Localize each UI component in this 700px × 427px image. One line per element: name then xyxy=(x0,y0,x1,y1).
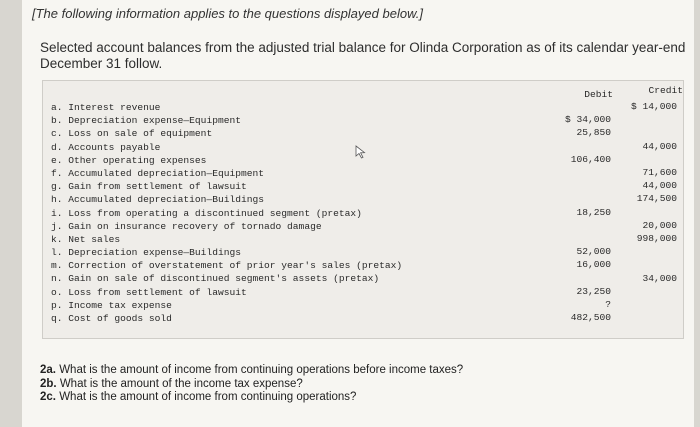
question-item xyxy=(40,391,463,405)
account-list xyxy=(51,101,402,325)
debit-amount: $ 34,000 xyxy=(564,114,611,126)
debit-amount: 482,500 xyxy=(570,312,611,324)
debit-amount: 52,000 xyxy=(576,246,611,258)
question-text: What is the amount of income from continuing operations before income taxes? xyxy=(56,364,464,376)
account-row: h. Accumulated depreciation—Buildings xyxy=(51,194,265,206)
question-text: What is the amount of income from continuing operations? xyxy=(56,391,357,403)
question-number: 2a. xyxy=(40,364,56,376)
question-text: What is the amount of the income tax expense? xyxy=(56,377,303,390)
account-row: g. Gain from settlement of lawsuit xyxy=(51,181,247,193)
question-item xyxy=(40,364,463,378)
account-row: c. Loss on sale of equipment xyxy=(51,128,213,140)
credit-amount: 20,000 xyxy=(642,219,677,231)
account-row: p. Income tax expense xyxy=(51,299,172,311)
debit-amount: 25,850 xyxy=(576,127,611,139)
credit-amount: 174,500 xyxy=(636,193,677,205)
credit-amount: 34,000 xyxy=(642,272,677,284)
account-row: n. Gain on sale of discontinued segment's assets (pretax) xyxy=(51,273,380,285)
account-row: e. Other operating expenses xyxy=(51,154,207,166)
debit-header: Debit xyxy=(584,89,613,100)
account-row: q. Cost of goods sold xyxy=(51,313,172,324)
problem-heading: Selected account balances from the adjusted trial balance for Olinda Corporation as of its calendar year-end December 31 follow. xyxy=(40,40,686,71)
credit-header: Credit xyxy=(648,85,683,96)
credit-amount: 44,000 xyxy=(642,140,677,152)
question-item xyxy=(40,378,463,392)
account-row: o. Loss from settlement of lawsuit xyxy=(51,286,247,298)
credit-amount: 71,600 xyxy=(642,167,677,178)
credit-amount: 44,000 xyxy=(642,180,677,192)
content-panel xyxy=(22,0,694,427)
account-row: f. Accumulated depreciation—Equipment xyxy=(51,167,265,179)
debit-amount: 16,000 xyxy=(576,259,611,271)
debit-amount: 106,400 xyxy=(570,153,611,165)
intro-note: [The following information applies to the questions displayed below.] xyxy=(32,6,423,21)
account-row: i. Loss from operating a discontinued segment (pretax) xyxy=(51,207,362,219)
account-row: a. Interest revenue xyxy=(51,102,161,113)
question-list xyxy=(40,364,463,405)
account-row: k. Net sales xyxy=(51,233,121,245)
question-number: 2c. xyxy=(40,391,56,403)
mouse-pointer-icon xyxy=(355,145,367,159)
credit-amount: $ 14,000 xyxy=(630,101,677,112)
debit-amount: 23,250 xyxy=(576,285,611,297)
account-row: d. Accounts payable xyxy=(51,141,161,153)
debit-amount: ? xyxy=(605,299,611,310)
debit-amount: 18,250 xyxy=(576,206,611,218)
account-row: j. Gain on insurance recovery of tornado damage xyxy=(51,220,322,232)
account-row: l. Depreciation expense—Buildings xyxy=(51,247,241,259)
trial-balance-table xyxy=(42,80,684,339)
credit-amount: 998,000 xyxy=(636,233,677,244)
account-row: m. Correction of overstatement of prior year's sales (pretax) xyxy=(51,260,403,272)
account-row: b. Depreciation expense—Equipment xyxy=(51,115,241,127)
question-number: 2b. xyxy=(40,377,57,390)
